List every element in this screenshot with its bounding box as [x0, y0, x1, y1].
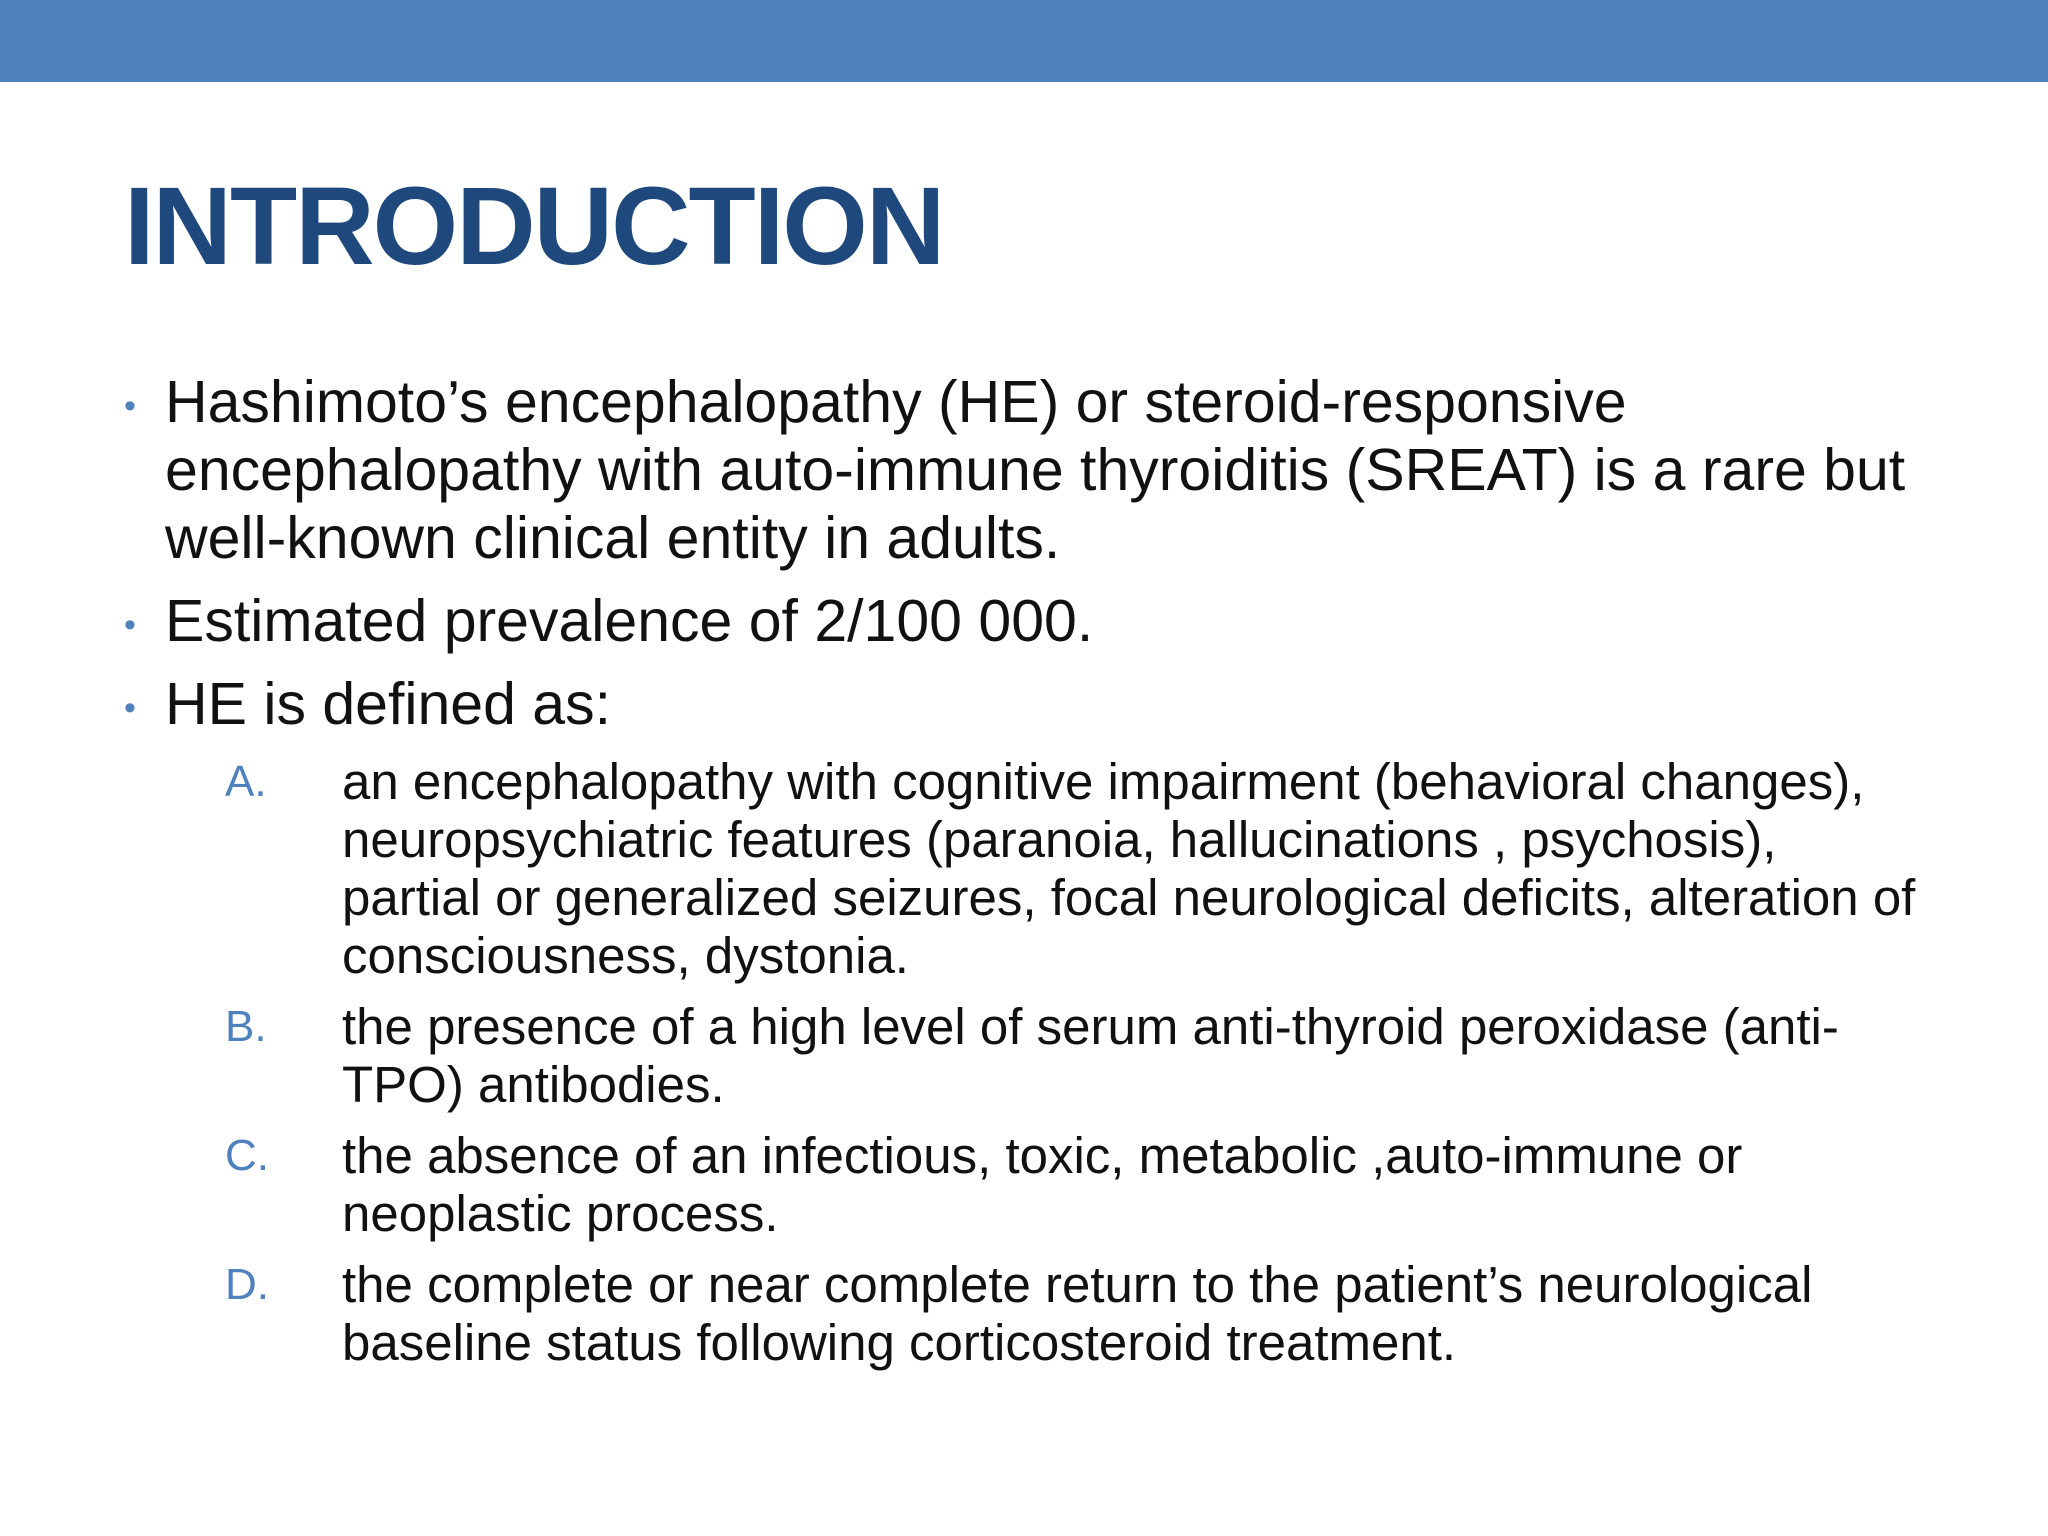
definition-text: an encephalopathy with cognitive impairment (behavioral changes), neuropsychiatric features (paranoia, hallucinations , psychosis), partial or generalized seizures, focal neurological deficits, alteration of consciousness, dystonia. — [342, 753, 1916, 984]
definition-item — [225, 753, 1920, 985]
bullet-text: Hashimoto’s encephalopathy (HE) or steroid-responsive encephalopathy with auto-immune thyroiditis (SREAT) is a rare but well-known clinical entity in adults. — [165, 369, 1906, 571]
bullet-item — [120, 368, 1920, 572]
definition-list — [120, 753, 1920, 1372]
slide-body — [120, 368, 1920, 1385]
bullet-item — [120, 670, 1920, 738]
definition-marker: B. — [225, 1002, 267, 1051]
bullet-text: Estimated prevalence of 2/100 000. — [165, 588, 1094, 654]
definition-marker: D. — [225, 1260, 269, 1309]
bullet-item — [120, 587, 1920, 655]
definition-marker: A. — [225, 757, 267, 806]
bullet-dot-icon: • — [124, 606, 136, 644]
definition-marker: C. — [225, 1131, 269, 1180]
slide-title: INTRODUCTION — [124, 165, 944, 288]
bullet-dot-icon: • — [124, 689, 136, 727]
definition-item — [225, 998, 1920, 1114]
bullet-dot-icon: • — [124, 387, 136, 425]
definition-text: the presence of a high level of serum anti-thyroid peroxidase (anti-TPO) antibodies. — [342, 998, 1839, 1113]
definition-text: the absence of an infectious, toxic, metabolic ,auto-immune or neoplastic process. — [342, 1127, 1743, 1242]
definition-item — [225, 1127, 1920, 1243]
definition-text: the complete or near complete return to the patient’s neurological baseline status following corticosteroid treatment. — [342, 1256, 1813, 1371]
top-accent-bar — [0, 0, 2048, 82]
definition-item — [225, 1256, 1920, 1372]
bullet-text: HE is defined as: — [165, 671, 612, 737]
